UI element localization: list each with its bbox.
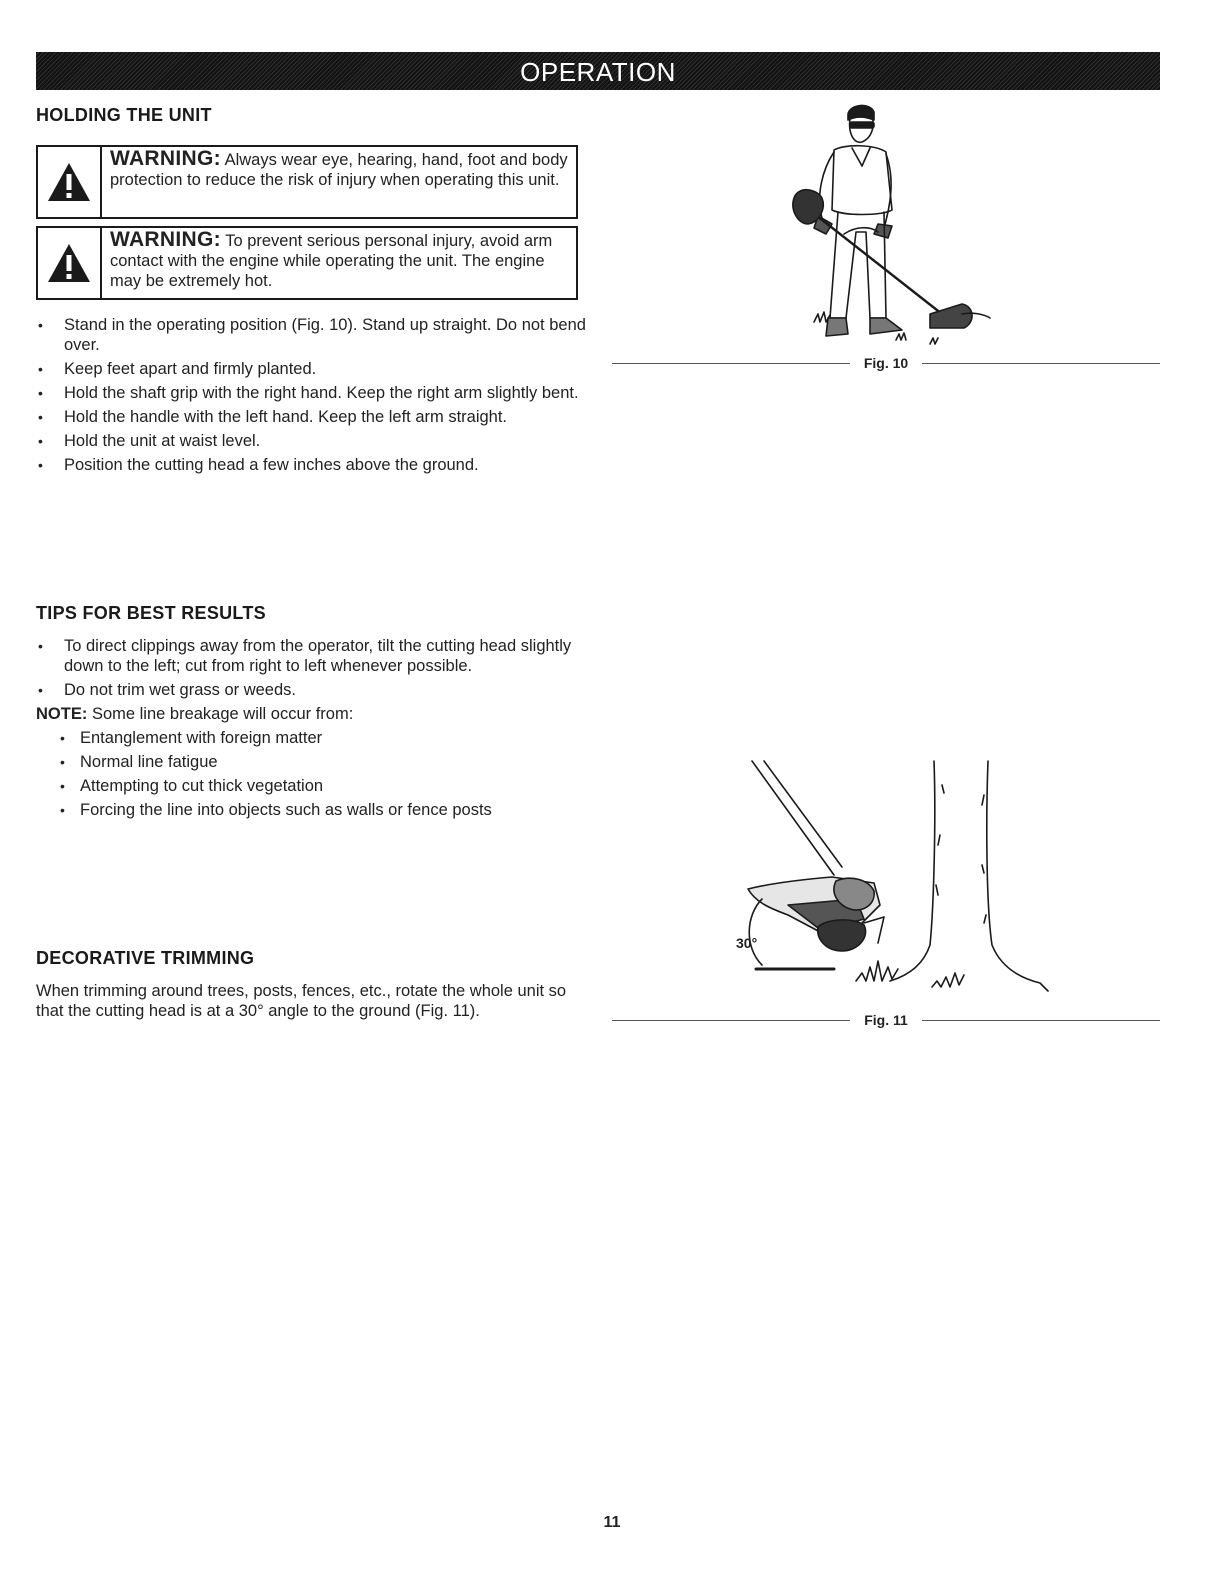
note-text: Some line breakage will occur from: — [91, 705, 354, 723]
warning-text — [102, 228, 576, 298]
caption-rule — [922, 1020, 1160, 1021]
figure-10 — [612, 100, 1160, 380]
warning-icon-cell — [38, 228, 102, 298]
list-item: • Do not trim wet grass or weeds. — [36, 680, 596, 700]
warning-label: WARNING: — [110, 228, 221, 251]
list-item: • Keep feet apart and firmly planted. — [36, 359, 596, 379]
fig-10-caption-row — [612, 355, 1160, 371]
list-item: • Hold the shaft grip with the right hand. Keep the right arm slightly bent. — [36, 383, 596, 403]
list-item: • Normal line fatigue — [36, 752, 596, 772]
fig-11-caption-row — [612, 1012, 1160, 1028]
warning-body: Always wear eye, hearing, hand, foot and body protection to reduce the risk of injury when operating this unit. — [110, 151, 568, 189]
holding-heading: HOLDING THE UNIT — [36, 105, 212, 125]
fig-10-caption: Fig. 10 — [863, 355, 909, 371]
list-item: • Attempting to cut thick vegetation — [36, 776, 596, 796]
decorative-heading: DECORATIVE TRIMMING — [36, 948, 255, 968]
warning-text — [102, 147, 576, 217]
warning-box-protection — [36, 145, 578, 219]
page-number: 11 — [603, 1514, 621, 1531]
banner-title: OPERATION — [520, 56, 676, 87]
list-item: • Hold the unit at waist level. — [36, 431, 596, 451]
warning-triangle-icon — [46, 242, 92, 284]
list-item: • Stand in the operating position (Fig. 10). Stand up straight. Do not bend over. — [36, 315, 596, 355]
list-item: • Hold the handle with the left hand. Keep the left arm straight. — [36, 407, 596, 427]
list-item: • Forcing the line into objects such as walls or fence posts — [36, 800, 596, 820]
breakage-causes-list — [36, 728, 596, 824]
figure-11 — [612, 755, 1160, 1045]
list-item: • Position the cutting head a few inches above the ground. — [36, 455, 596, 475]
list-item: • To direct clippings away from the operator, tilt the cutting head slightly down to the left; cut from right to left whenever possible. — [36, 636, 596, 676]
decorative-paragraph: When trimming around trees, posts, fences, etc., rotate the whole unit so that the cutting head is at a 30° angle to the ground (Fig. 11). — [36, 982, 567, 1020]
warning-body: To prevent serious personal injury, avoid arm contact with the engine while operating the unit. The engine may be extremely hot. — [110, 232, 553, 290]
tips-bullet-list — [36, 636, 596, 704]
caption-rule — [612, 363, 850, 364]
warning-triangle-icon — [46, 161, 92, 203]
caption-rule — [922, 363, 1160, 364]
holding-bullet-list — [36, 315, 596, 479]
list-item: • Entanglement with foreign matter — [36, 728, 596, 748]
warning-label: WARNING: — [110, 147, 221, 170]
trimming-angle-illustration — [612, 755, 1160, 1005]
operator-illustration — [612, 100, 1160, 350]
tips-heading: TIPS FOR BEST RESULTS — [36, 603, 266, 623]
warning-icon-cell — [38, 147, 102, 217]
note-paragraph — [36, 704, 353, 724]
caption-rule — [612, 1020, 850, 1021]
fig-11-caption: Fig. 11 — [864, 1012, 908, 1028]
angle-label: 30° — [736, 935, 758, 951]
warning-box-engine-hot — [36, 226, 578, 300]
section-banner — [36, 52, 1160, 90]
note-label: NOTE: — [36, 705, 88, 723]
